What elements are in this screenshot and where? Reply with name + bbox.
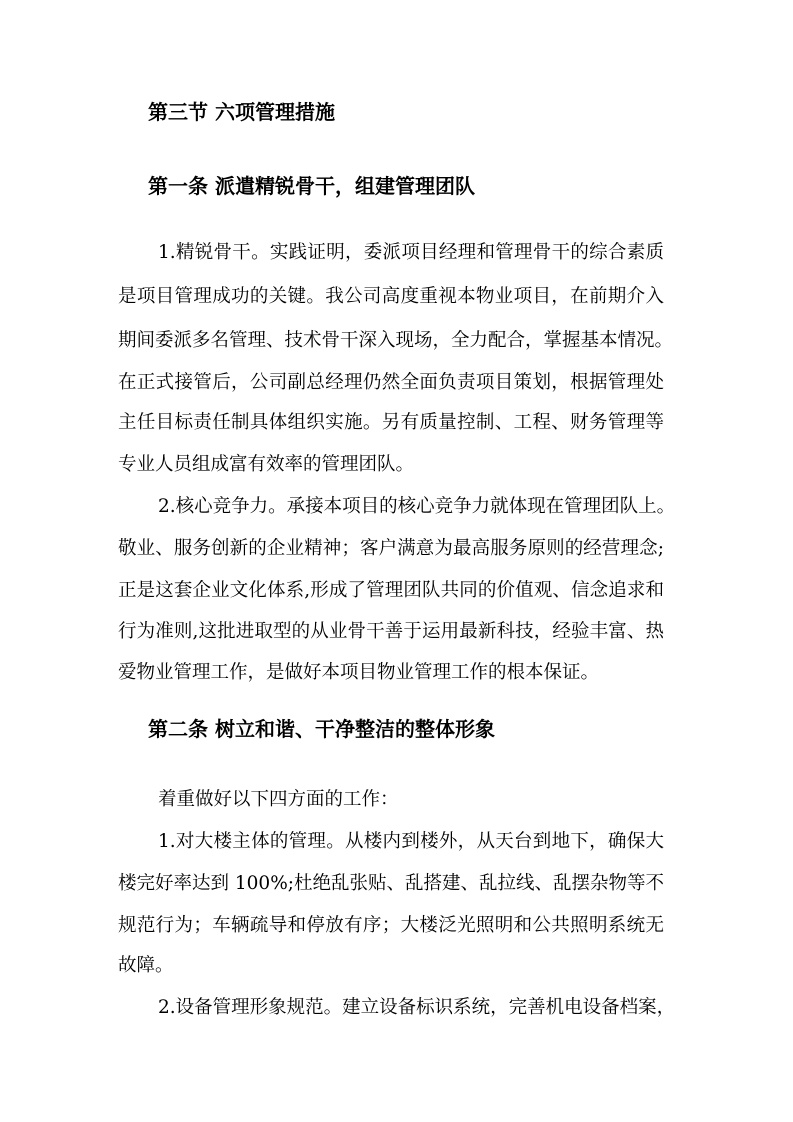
paragraph-line: 2.核心竞争力。承接本项目的核心竞争力就体现在管理团队上。: [158, 496, 676, 517]
paragraph-line: 故障。: [118, 955, 174, 976]
paragraph-line: 专业人员组成富有效率的管理团队。: [118, 454, 415, 475]
article-title: 第一条 派遣精锐骨干，组建管理团队: [148, 174, 475, 198]
paragraph-line: 爱物业管理工作，是做好本项目物业管理工作的根本保证。: [118, 662, 600, 683]
paragraph-line: 正是这套企业文化体系,形成了管理团队共同的价值观、信念追求和: [118, 580, 664, 601]
paragraph-line: 期间委派多名管理、技术骨干深入现场，全力配合，掌握基本情况。: [118, 330, 674, 351]
paragraph-line: 是项目管理成功的关键。我公司高度重视本物业项目，在前期介入: [118, 286, 664, 307]
paragraph-line: 2.设备管理形象规范。建立设备标识系统，完善机电设备档案，: [158, 997, 676, 1018]
paragraph-line: 规范行为；车辆疏导和停放有序；大楼泛光照明和公共照明系统无: [118, 915, 664, 936]
paragraph-line: 1.对大楼主体的管理。从楼内到楼外，从天台到地下，确保大: [158, 831, 664, 852]
paragraph-line: 行为准则,这批进取型的从业骨干善于运用最新科技，经验丰富、热: [118, 621, 664, 642]
paragraph-line: 楼完好率达到 100%;杜绝乱张贴、乱搭建、乱拉线、乱摆杂物等不: [118, 873, 665, 894]
paragraph-line: 着重做好以下四方面的工作：: [158, 789, 399, 810]
paragraph-line: 1.精锐骨干。实践证明，委派项目经理和管理骨干的综合素质: [158, 242, 664, 263]
paragraph-line: 在正式接管后，公司副总经理仍然全面负责项目策划，根据管理处: [118, 372, 664, 393]
section-title: 第三节 六项管理措施: [148, 100, 335, 124]
paragraph-line: 主任目标责任制具体组织实施。另有质量控制、工程、财务管理等: [118, 412, 664, 433]
article-title: 第二条 树立和谐、干净整洁的整体形象: [148, 717, 495, 741]
paragraph-line: 敬业、服务创新的企业精神；客户满意为最高服务原则的经营理念;: [118, 538, 664, 559]
